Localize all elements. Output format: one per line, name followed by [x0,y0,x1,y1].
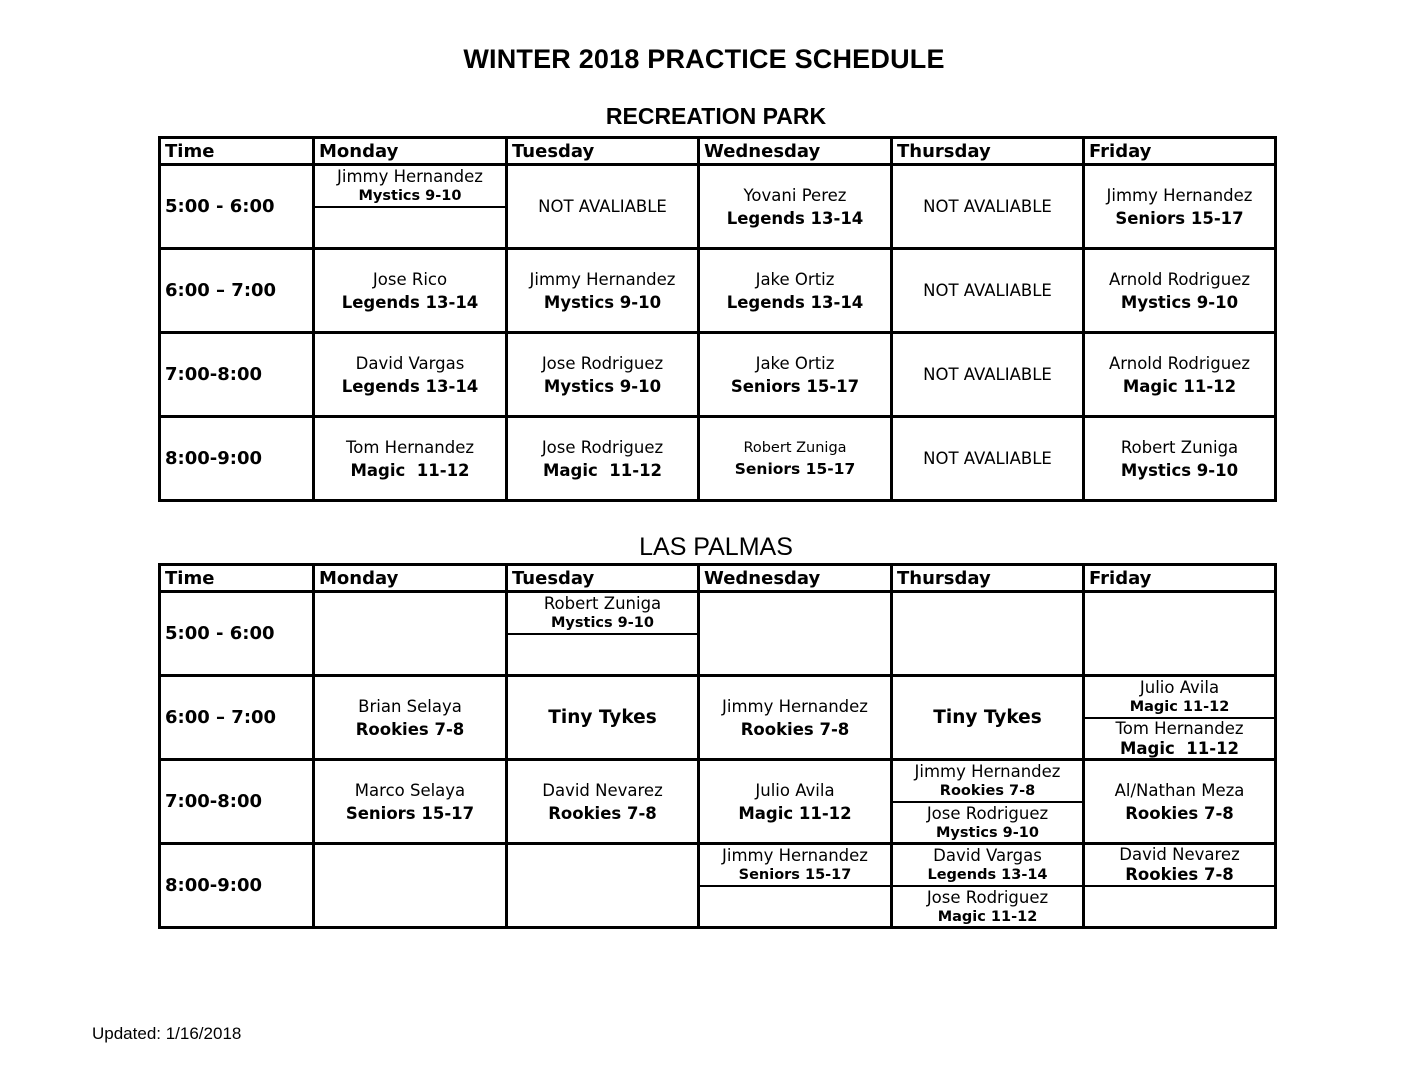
schedule-cell [699,676,892,760]
coach-name: David Vargas [933,846,1042,865]
coach-name: Jimmy Hernandez [722,846,868,865]
team-name: Mystics 9-10 [543,292,662,312]
schedule-cell [507,333,699,417]
team-name: Magic 11-12 [738,803,852,823]
team-name: Mystics 9-10 [1120,460,1239,480]
schedule-cell [892,844,1084,928]
team-name: Rookies 7-8 [1125,803,1234,823]
schedule-cell [1084,844,1276,928]
team-name: Mystics 9-10 [1120,292,1239,312]
section-title-recreation-park: RECREATION PARK [605,103,827,129]
empty-slot [508,635,697,674]
empty-cell [1084,592,1276,676]
team-name: Magic 11-12 [1129,699,1230,715]
header-time: Time [160,138,314,165]
coach-name: Robert Zuniga [743,439,847,456]
empty-slot [700,887,890,926]
coach-name: Jimmy Hernandez [337,167,483,186]
team-name: Seniors 15-17 [345,803,475,823]
schedule-cell [314,249,507,333]
tiny-tykes-label: Tiny Tykes [548,707,657,728]
team-name: Legends 13-14 [341,292,479,312]
table-row [160,165,1276,249]
table-row [160,676,1276,760]
header-wednesday: Wednesday [699,565,892,592]
section-title-las-palmas: LAS PALMAS [639,533,793,561]
coach-name: Jimmy Hernandez [722,696,868,716]
team-name: Seniors 15-17 [734,459,856,478]
schedule-cell [507,249,699,333]
table-row [160,333,1276,417]
schedule-cell [699,760,892,844]
team-name: Rookies 7-8 [548,803,657,823]
time-cell: 5:00 - 6:00 [160,165,314,249]
team-name: Legends 13-14 [726,292,864,312]
schedule-cell [314,760,507,844]
schedule-cell [699,333,892,417]
coach-name: Marco Selaya [354,780,466,800]
schedule-cell [892,249,1084,333]
team-name: Mystics 9-10 [543,376,662,396]
schedule-cell [892,760,1084,844]
team-name: Rookies 7-8 [355,719,465,739]
schedule-cell [314,165,507,249]
coach-name: Jose Rodriguez [926,803,1049,823]
team-name: Magic 11-12 [350,460,470,480]
not-available-text: NOT AVALIABLE [538,197,667,216]
schedule-cell [699,249,892,333]
coach-name: David Nevarez [542,780,663,800]
team-name: Mystics 9-10 [358,188,462,204]
schedule-cell [507,676,699,760]
recreation-park-table [158,136,1277,502]
schedule-cell [892,333,1084,417]
coach-name: Jose Rodriguez [541,437,664,457]
team-name: Rookies 7-8 [740,719,850,739]
schedule-cell [1084,417,1276,501]
header-monday: Monday [314,565,507,592]
coach-name: Julio Avila [1139,678,1220,697]
table-row [160,249,1276,333]
coach-name: Arnold Rodriguez [1108,269,1251,289]
team-name: Rookies 7-8 [1125,865,1234,884]
time-cell: 8:00-9:00 [160,844,314,928]
header-tuesday: Tuesday [507,565,699,592]
schedule-cell [699,844,892,928]
table-row [160,417,1276,501]
empty-cell [314,844,507,928]
coach-name: David Vargas [355,353,465,373]
schedule-cell [314,417,507,501]
schedule-cell [1084,249,1276,333]
coach-name: Robert Zuniga [1120,437,1239,457]
table-row [160,760,1276,844]
empty-slot [1085,887,1274,926]
team-name: Legends 13-14 [341,376,479,396]
header-time: Time [160,565,314,592]
coach-name: Brian Selaya [358,696,462,716]
team-name: Magic 11-12 [937,908,1038,925]
team-name: Seniors 15-17 [730,376,860,396]
schedule-cell [892,165,1084,249]
coach-name: Julio Avila [755,780,835,800]
schedule-cell [1084,760,1276,844]
empty-cell [892,592,1084,676]
coach-name: Arnold Rodriguez [1108,353,1251,373]
team-name: Rookies 7-8 [939,783,1036,799]
team-name: Seniors 15-17 [1115,208,1244,228]
not-available-text: NOT AVALIABLE [923,197,1052,216]
schedule-cell [507,165,699,249]
header-wednesday: Wednesday [699,138,892,165]
time-cell: 8:00-9:00 [160,417,314,501]
team-name: Mystics 9-10 [936,824,1039,841]
header-friday: Friday [1084,565,1276,592]
team-name: Magic 11-12 [1119,739,1240,758]
empty-cell [507,844,699,928]
coach-name: Jake Ortiz [755,269,835,289]
time-cell: 7:00-8:00 [160,333,314,417]
coach-name: David Nevarez [1119,845,1240,864]
not-available-text: NOT AVALIABLE [923,365,1052,384]
coach-name: Jose Rodriguez [541,353,664,373]
time-cell: 7:00-8:00 [160,760,314,844]
schedule-cell [507,760,699,844]
schedule-cell [1084,333,1276,417]
not-available-text: NOT AVALIABLE [923,449,1052,468]
coach-name: Yovani Perez [743,185,847,205]
coach-name: Jimmy Hernandez [529,269,676,289]
coach-name: Robert Zuniga [543,594,662,613]
header-friday: Friday [1084,138,1276,165]
team-name: Seniors 15-17 [738,867,852,883]
schedule-cell [699,417,892,501]
schedule-cell [507,417,699,501]
schedule-cell [892,676,1084,760]
table-row [160,592,1276,676]
header-thursday: Thursday [892,565,1084,592]
coach-name: Jose Rico [372,269,448,289]
header-monday: Monday [314,138,507,165]
schedule-cell [1084,676,1276,760]
page-title: WINTER 2018 PRACTICE SCHEDULE [463,44,945,74]
schedule-cell [314,676,507,760]
team-name: Magic 11-12 [1122,376,1237,396]
coach-name: Tom Hernandez [1115,719,1244,738]
time-cell: 6:00 – 7:00 [160,676,314,760]
schedule-cell [699,165,892,249]
team-name: Mystics 9-10 [551,615,654,631]
coach-name: Jake Ortiz [755,353,835,373]
schedule-cell [314,333,507,417]
updated-date: Updated: 1/16/2018 [92,1024,242,1043]
coach-name: Jimmy Hernandez [1106,185,1253,205]
coach-name: Jimmy Hernandez [914,762,1061,781]
time-cell: 6:00 – 7:00 [160,249,314,333]
coach-name: Tom Hernandez [345,437,475,457]
table-row [160,844,1276,928]
empty-cell [699,592,892,676]
las-palmas-table [158,563,1277,929]
team-name: Legends 13-14 [927,867,1048,883]
header-thursday: Thursday [892,138,1084,165]
coach-name: Jose Rodriguez [926,887,1049,907]
time-cell: 5:00 - 6:00 [160,592,314,676]
empty-slot [315,208,505,247]
team-name: Legends 13-14 [726,208,864,228]
not-available-text: NOT AVALIABLE [923,281,1052,300]
empty-cell [314,592,507,676]
schedule-cell [1084,165,1276,249]
schedule-cell [507,592,699,676]
schedule-cell [892,417,1084,501]
header-row [160,565,1276,592]
team-name: Magic 11-12 [542,460,663,480]
header-row [160,138,1276,165]
header-tuesday: Tuesday [507,138,699,165]
tiny-tykes-label: Tiny Tykes [933,707,1042,728]
coach-name: Al/Nathan Meza [1114,780,1245,800]
